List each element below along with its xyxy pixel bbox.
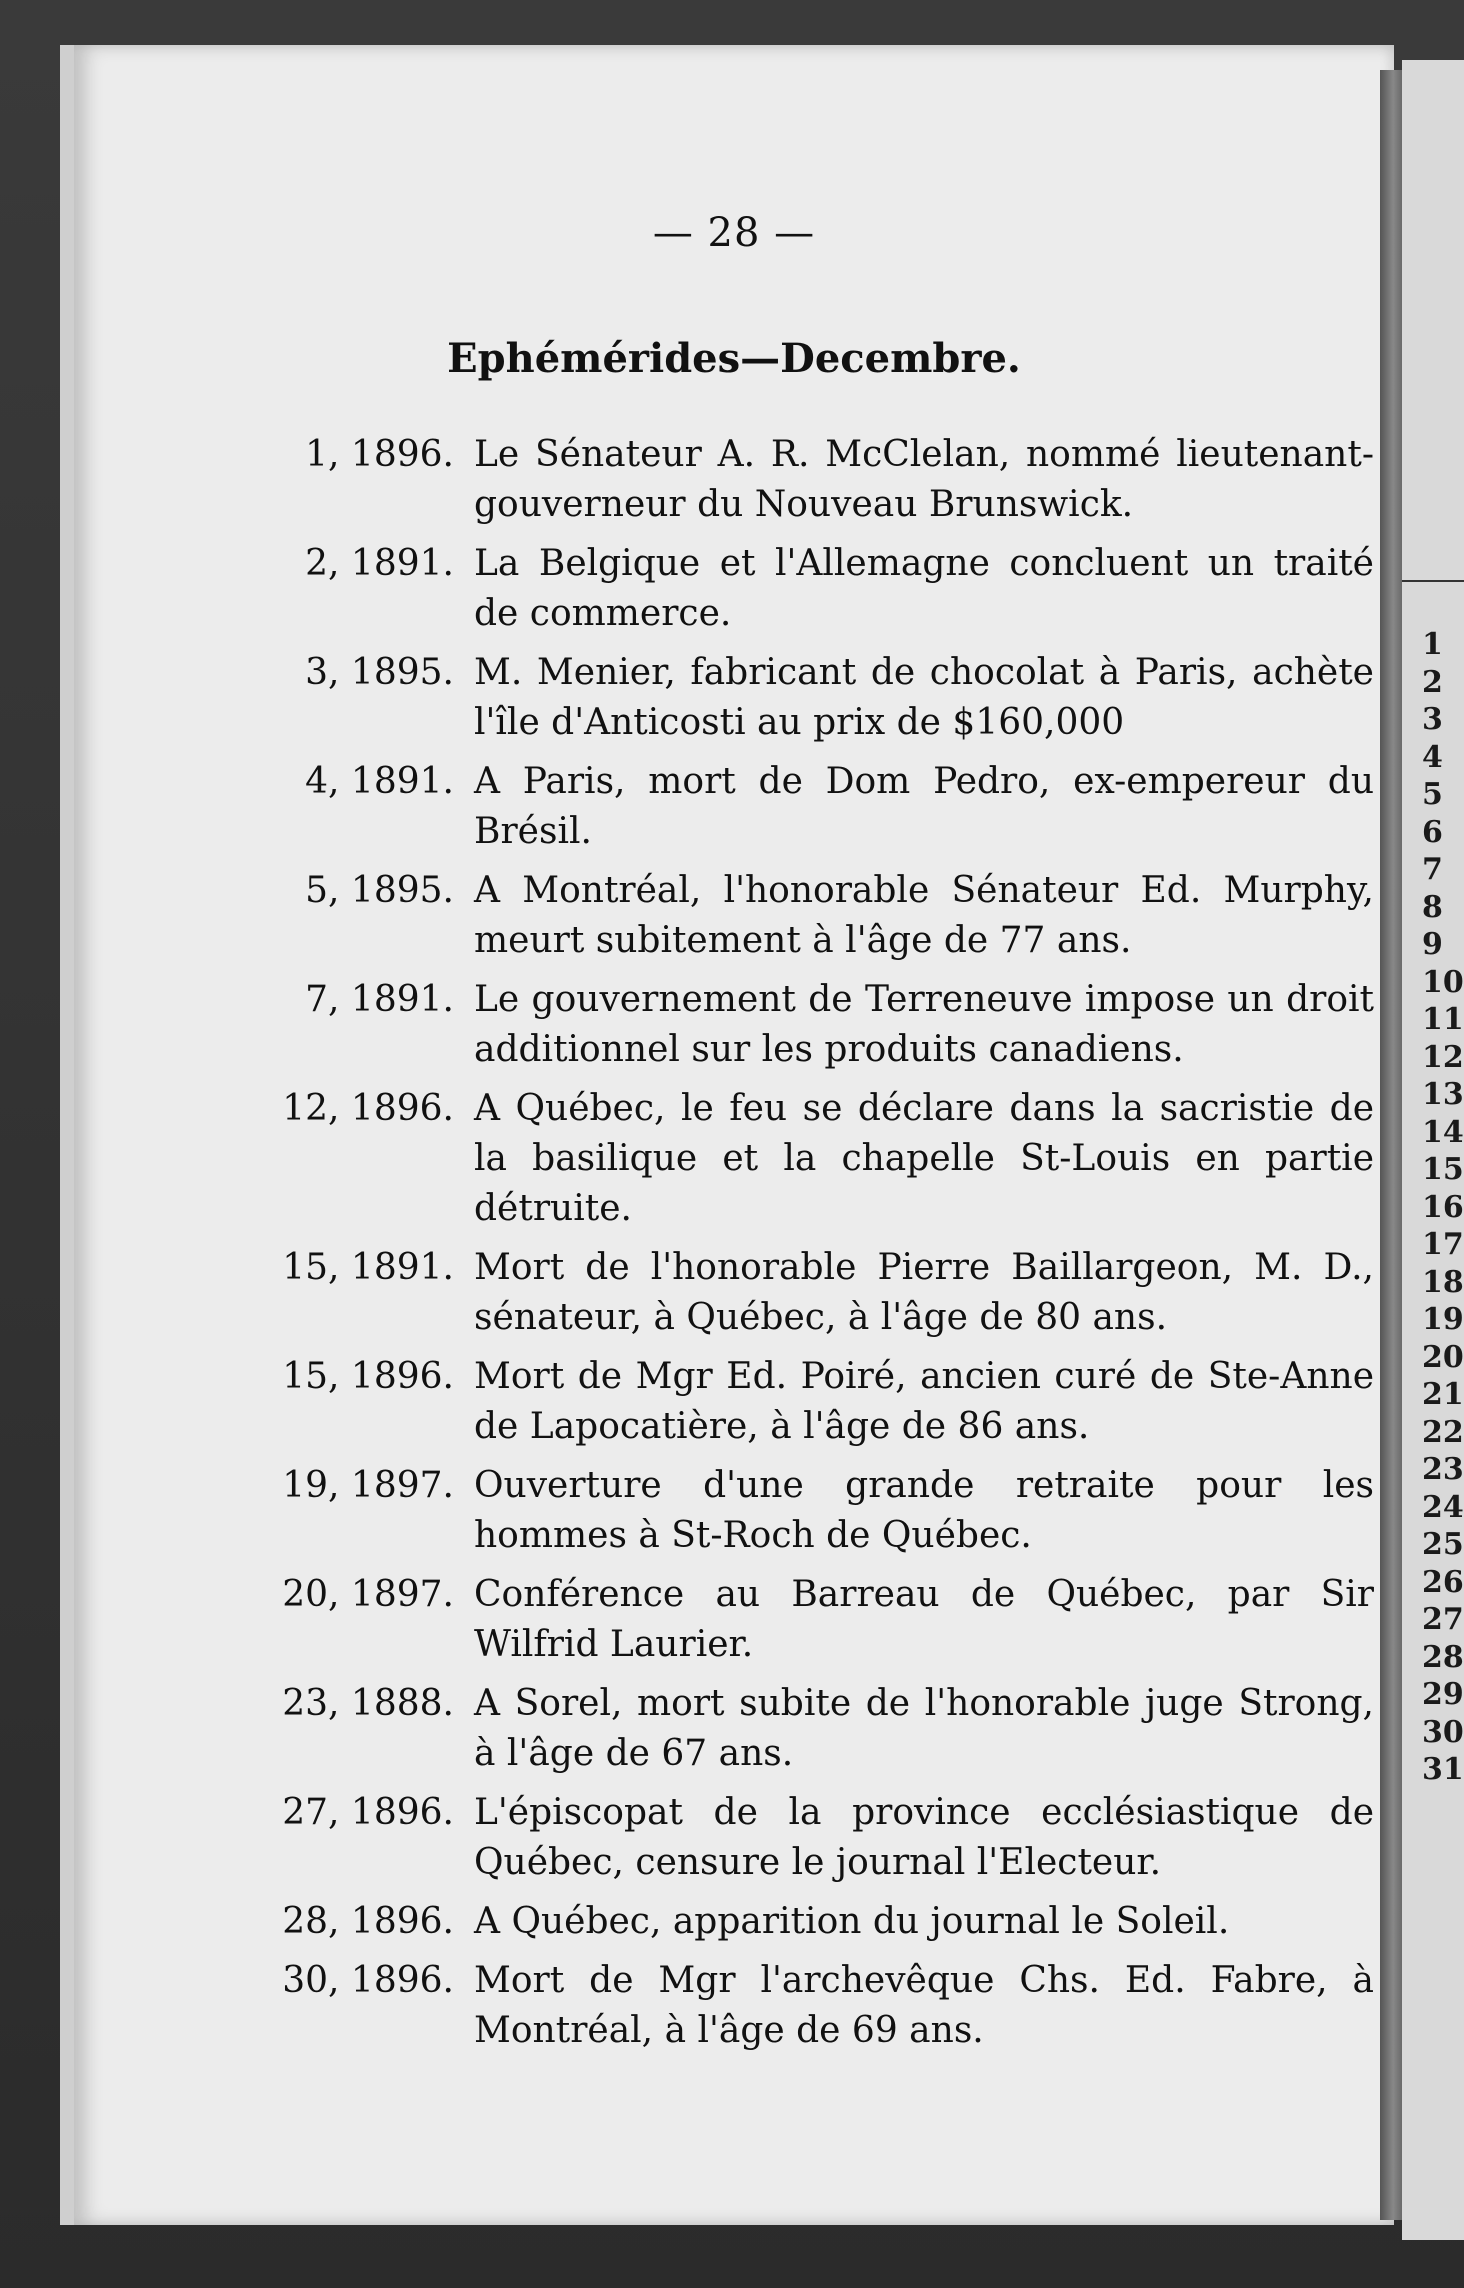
entry-text: La Belgique et l'Allemagne concluent un traité de commerce.: [474, 543, 1374, 634]
entry-date: 28, 1896.: [282, 1901, 454, 1942]
entry-text: Ouverture d'une grande retraite pour les hommes à St-Roch de Québec.: [474, 1465, 1374, 1556]
edge-number: 31: [1422, 1752, 1464, 1787]
entry-text: Mort de Mgr Ed. Poiré, ancien curé de Ste-Anne de Lapocatière, à l'âge de 86 ans.: [474, 1356, 1374, 1447]
edge-number: 9: [1422, 927, 1443, 962]
entry-date: 30, 1896.: [282, 1960, 454, 2001]
list-item: [134, 1084, 1384, 1234]
list-item: [134, 539, 1384, 639]
edge-number: 30: [1422, 1714, 1464, 1750]
list-item: [134, 866, 1384, 966]
entry-text: Le Sénateur A. R. McClelan, nommé lieutenant-gouverneur du Nouveau Brunswick.: [474, 434, 1374, 525]
book-gutter: [1380, 70, 1402, 2220]
edge-number: 1: [1422, 627, 1443, 662]
edge-number: 17: [1422, 1227, 1464, 1262]
book-page: [60, 45, 1394, 2225]
entry-text: Mort de l'honorable Pierre Baillargeon, M. D., sénateur, à Québec, à l'âge de 80 ans.: [474, 1247, 1374, 1338]
entry-date: 19, 1897.: [282, 1465, 454, 1506]
edge-number: 5: [1422, 777, 1443, 812]
entry-text: A Sorel, mort subite de l'honorable juge Strong, à l'âge de 67 ans.: [474, 1683, 1374, 1774]
edge-number: 7: [1422, 852, 1443, 887]
entry-date: 3, 1895.: [305, 652, 454, 693]
entry-text: A Québec, apparition du journal le Soleil.: [474, 1901, 1230, 1942]
list-item: [134, 648, 1384, 748]
page-number: — 28 —: [652, 210, 816, 256]
edge-number: 23: [1422, 1452, 1464, 1487]
list-item: [134, 1897, 1384, 1947]
entry-text: A Paris, mort de Dom Pedro, ex-empereur du Brésil.: [474, 761, 1374, 852]
entry-text: A Montréal, l'honorable Sénateur Ed. Murphy, meurt subitement à l'âge de 77 ans.: [474, 870, 1374, 961]
entry-date: 15, 1891.: [282, 1247, 454, 1288]
edge-number: 3: [1422, 702, 1443, 737]
edge-number: 22: [1422, 1414, 1464, 1450]
edge-number: 27: [1422, 1602, 1464, 1637]
list-item: [134, 1352, 1384, 1452]
edge-number: 26: [1422, 1564, 1464, 1600]
edge-number: 21: [1422, 1377, 1464, 1412]
divider: [1402, 580, 1464, 582]
list-item: [134, 1956, 1384, 2056]
list-item: [134, 1570, 1384, 1670]
edge-number: 19: [1422, 1302, 1464, 1337]
list-item: [134, 757, 1384, 857]
edge-number: 4: [1422, 739, 1443, 775]
edge-number: 11: [1422, 1002, 1464, 1037]
edge-number: 24: [1422, 1489, 1464, 1525]
list-item: [134, 1461, 1384, 1561]
edge-number: 18: [1422, 1264, 1464, 1300]
edge-number: 14: [1422, 1114, 1464, 1150]
entry-date: 12, 1896.: [282, 1088, 454, 1129]
edge-number: 6: [1422, 814, 1443, 850]
edge-number: 10: [1422, 964, 1464, 1000]
entry-list: [134, 430, 1384, 2065]
entry-date: 27, 1896.: [282, 1792, 454, 1833]
entry-date: 23, 1888.: [282, 1683, 454, 1724]
adjacent-page-edge: [1402, 60, 1464, 2240]
entry-date: 2, 1891.: [305, 543, 454, 584]
edge-number: 16: [1422, 1189, 1464, 1225]
entry-text: A Québec, le feu se déclare dans la sacristie de la basilique et la chapelle St-Louis en partie détruite.: [474, 1088, 1374, 1229]
entry-date: 7, 1891.: [305, 979, 454, 1020]
list-item: [134, 975, 1384, 1075]
edge-number: 28: [1422, 1639, 1464, 1675]
entry-date: 15, 1896.: [282, 1356, 454, 1397]
page-title: Ephémérides—Decembre.: [447, 335, 1021, 382]
entry-date: 4, 1891.: [305, 761, 454, 802]
edge-number: 29: [1422, 1677, 1464, 1712]
list-item: [134, 1788, 1384, 1888]
entry-text: M. Menier, fabricant de chocolat à Paris, achète l'île d'Anticosti au prix de $160,000: [474, 652, 1374, 743]
entry-text: Conférence au Barreau de Québec, par Sir Wilfrid Laurier.: [474, 1574, 1374, 1665]
list-item: [134, 1243, 1384, 1343]
edge-number: 15: [1422, 1152, 1464, 1187]
edge-number: 12: [1422, 1039, 1464, 1075]
entry-date: 5, 1895.: [305, 870, 454, 911]
entry-date: 1, 1896.: [305, 434, 454, 475]
entry-text: Le gouvernement de Terreneuve impose un droit additionnel sur les produits canadiens.: [474, 979, 1374, 1070]
edge-number: 13: [1422, 1077, 1464, 1112]
entry-text: L'épiscopat de la province ecclésiastique de Québec, censure le journal l'Electeur.: [474, 1792, 1374, 1883]
entry-date: 20, 1897.: [282, 1574, 454, 1615]
edge-number: 2: [1422, 664, 1443, 700]
edge-number: 8: [1422, 889, 1443, 925]
list-item: [134, 430, 1384, 530]
edge-number: 25: [1422, 1527, 1464, 1562]
list-item: [134, 1679, 1384, 1779]
entry-text: Mort de Mgr l'archevêque Chs. Ed. Fabre, à Montréal, à l'âge de 69 ans.: [474, 1960, 1374, 2051]
edge-number: 20: [1422, 1339, 1464, 1375]
